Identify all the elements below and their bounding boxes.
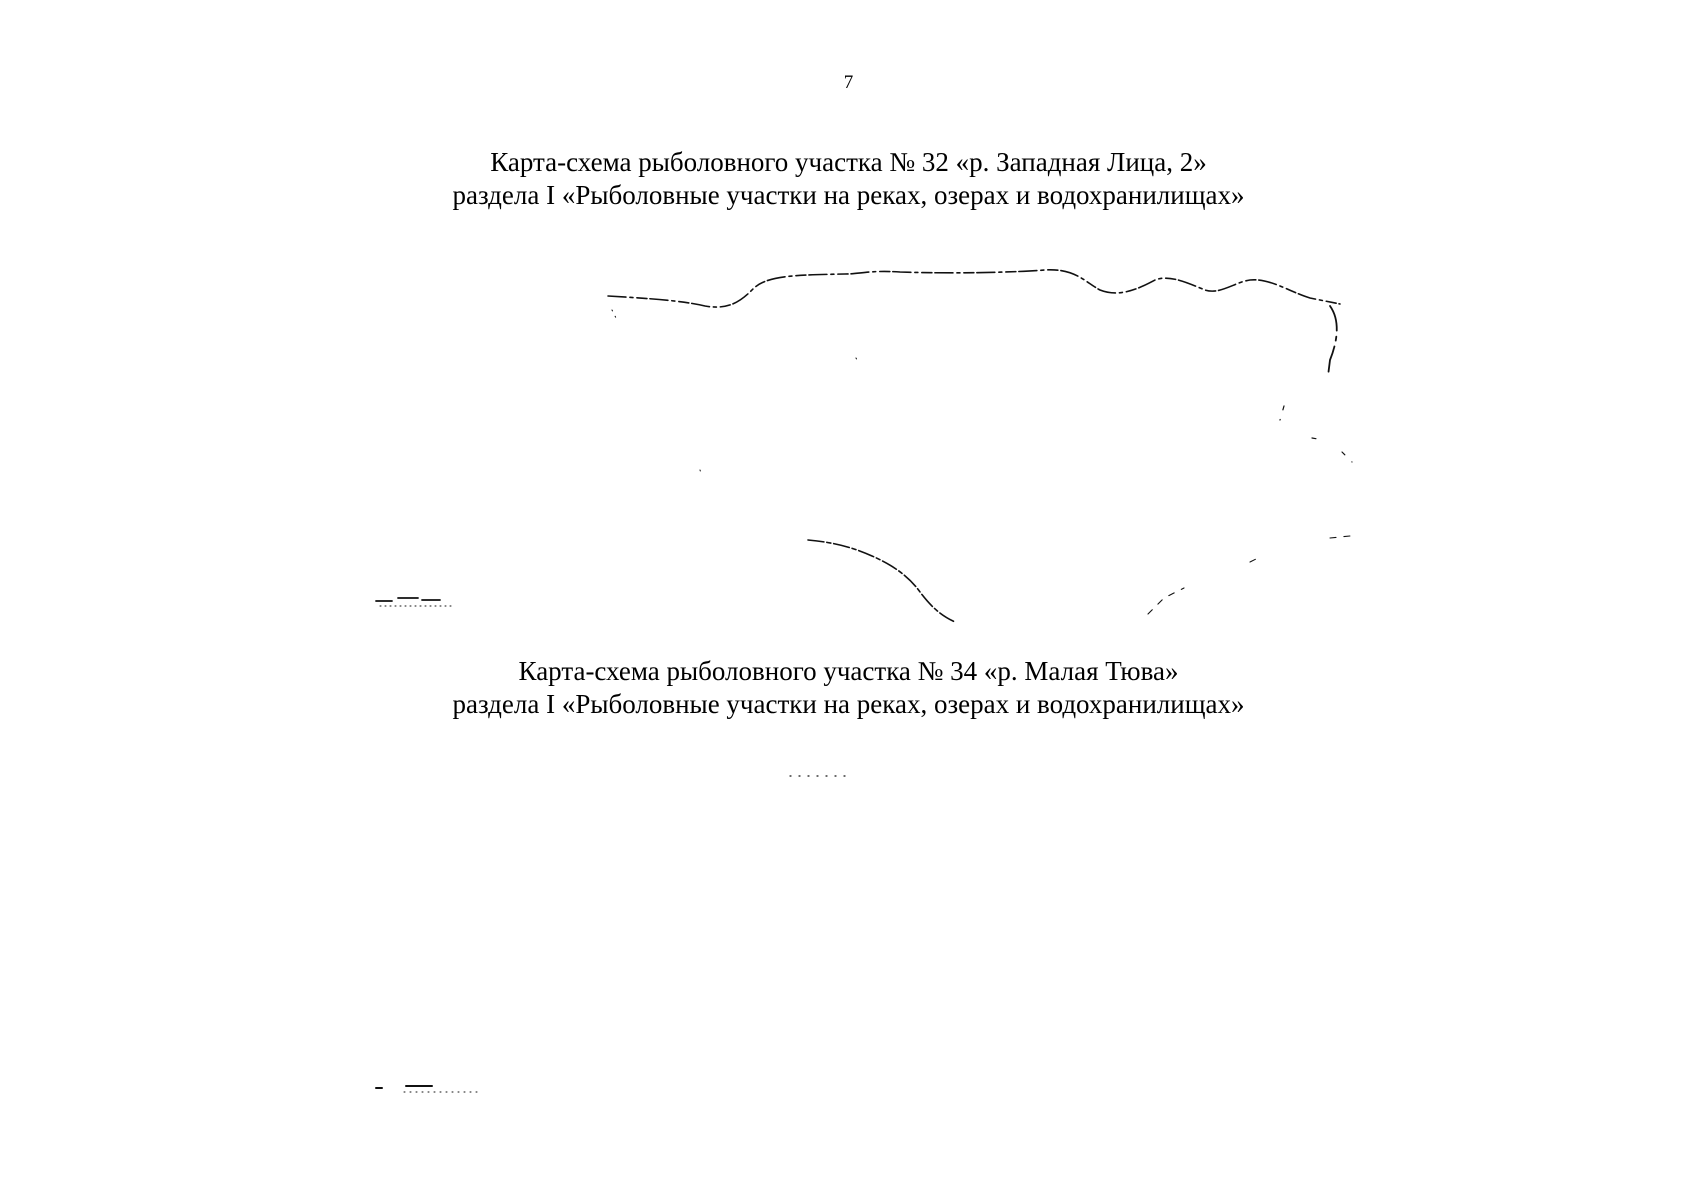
map-caption-2-line-2: раздела I «Рыболовные участки на реках, озерах и водохранилищах»	[452, 689, 1245, 719]
legend-mark-1	[376, 598, 440, 601]
river-contour-bottom-right	[1148, 536, 1350, 614]
river-contour-right	[1328, 306, 1337, 376]
map-caption-1-line-2: раздела I «Рыболовные участки на реках, озерах и водохранилищах»	[452, 180, 1245, 210]
river-contour-bottom	[808, 540, 955, 622]
river-contour-right-lower	[1280, 406, 1352, 462]
page-number: 7	[843, 72, 854, 93]
map-caption-2	[0, 655, 1697, 721]
map-caption-2-line-1: Карта-схема рыболовного участка № 34 «р. Малая Тюва»	[518, 656, 1179, 686]
river-contour-top	[608, 270, 1340, 307]
map-caption-1-line-1: Карта-схема рыболовного участка № 32 «р. Западная Лица, 2»	[490, 147, 1207, 177]
map-caption-1	[0, 146, 1697, 212]
legend-mark-2	[376, 1086, 432, 1088]
scattered-marks-1	[612, 310, 858, 476]
